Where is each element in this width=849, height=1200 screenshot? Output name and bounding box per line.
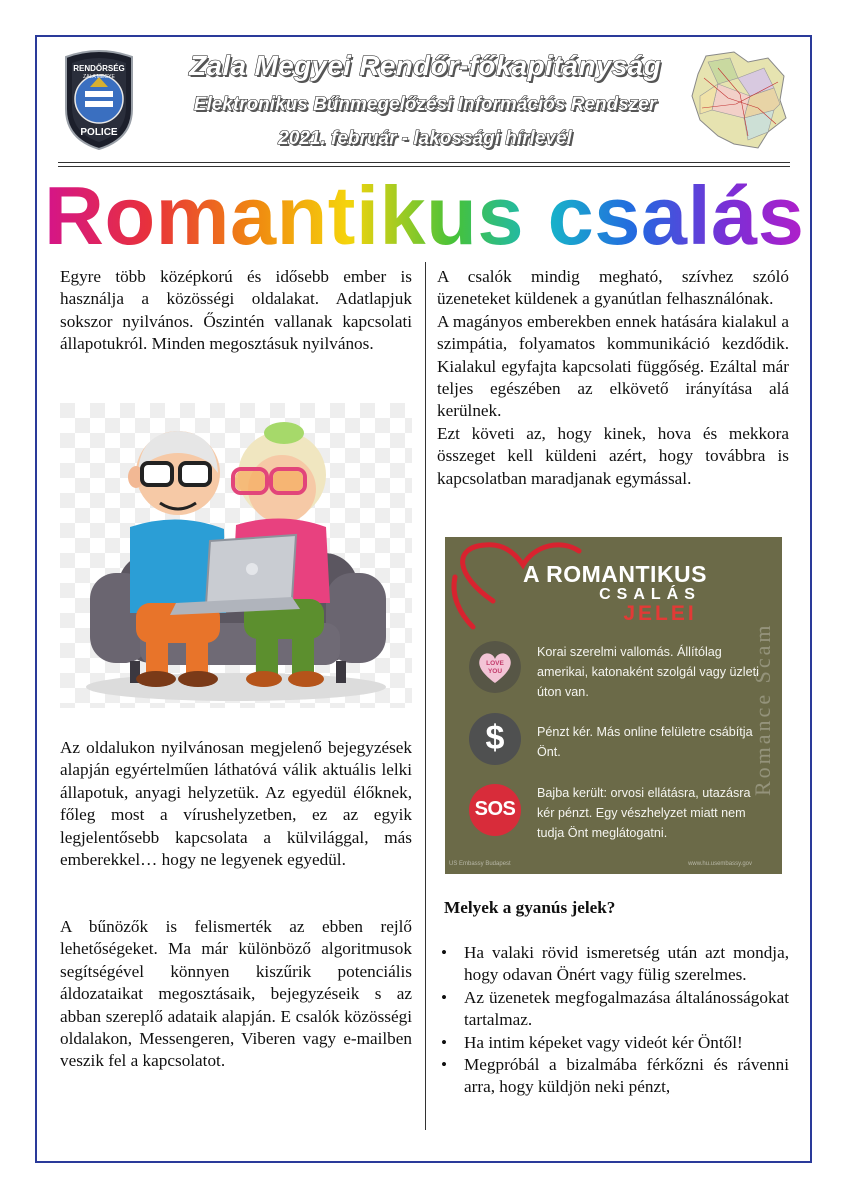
elderly-couple-illustration xyxy=(60,403,412,708)
dollar-icon xyxy=(469,713,521,765)
header-org: Zala Megyei Rendőr-főkapitányság xyxy=(189,50,661,81)
card-sign-1: Korai szerelmi vallomás. Állítólag amerikai, katonaként szolgál vagy üzleti úton van. xyxy=(537,645,759,699)
header-issue: 2021. február - lakossági hírlevél xyxy=(278,128,572,149)
badge-middle-text: ZALA MEGYE xyxy=(83,74,115,80)
left-paragraph-1: Egyre több középkorú és idősebb ember is használja a közösségi oldalakat. Adatlapjuk sokszor nyilvános. Őszintén vallanak kapcsolati állapotukról. Minden megosztásuk nyilvános. xyxy=(60,267,412,354)
police-badge-logo xyxy=(60,47,138,151)
card-title-line2: CSALÁS xyxy=(599,586,701,603)
left-paragraph-2: Az oldalukon nyilvánosan megjelenő bejegyzések alapján egyértelműen láthatóvá válik aktuális lelki állapotuk, anyagi helyzetük. Az egyedül élőknek, főleg most a vírushelyzetben, ez az egyik legjelentősebb kapcsolata a külvilággal, más emberekkel… hogy ne legyenek egyedül. xyxy=(60,738,412,870)
card-footer-left: US Embassy Budapest xyxy=(449,861,511,867)
right-paragraph-2: A magányos emberekben ennek hatására kialakul a szimpátia, folyamatos kommunikáció kezdődik. Kialakul egyfajta kapcsolati függőség. Ezáltal már teljes egészében az elkövető irányítása alá kerülnek. xyxy=(437,311,789,421)
badge-bottom-text: POLICE xyxy=(80,127,118,138)
column-divider xyxy=(425,262,426,1130)
sos-icon-text: SOS xyxy=(474,798,516,820)
badge-top-text: RENDŐRSÉG xyxy=(73,64,125,73)
left-paragraph-3: A bűnözők is felismerték az ebben rejlő lehetőségeket. Ma már különböző algoritmusok segítségével könnyen kiszűrik potenciális áldozataikat megosztásaik, bejegyzéseik s az abban szereplő adataik alapján. E csalók közösségi oldalakon, Messengeren, Viberen vagy e-mailben veszik fel a kapcsolatot. xyxy=(60,917,412,1071)
header-separator-top xyxy=(58,162,790,163)
sos-icon xyxy=(469,784,521,836)
dollar-icon-text: $ xyxy=(485,719,505,757)
love-you-heart-icon xyxy=(469,641,521,693)
card-footer-right: www.hu.usembassy.gov xyxy=(688,861,752,867)
county-map xyxy=(688,48,790,152)
right-paragraph-1: A csalók mindig megható, szívhez szóló üzeneteket küldenek a gyanútlan felhasználónak. xyxy=(437,267,789,309)
svg-text:LOVE: LOVE xyxy=(486,660,504,667)
right-paragraphs xyxy=(437,266,789,490)
header-separator-bottom xyxy=(58,166,790,167)
list-item: • Ha intim képeket vagy videót kér Öntől! xyxy=(437,1032,789,1054)
list-item: • Az üzenetek megfogalmazása általánosságokat tartalmaz. xyxy=(437,987,789,1032)
header-system: Elektronikus Bűnmegelőzési Információs Rendszer xyxy=(193,94,657,115)
card-title-line1: A ROMANTIKUS xyxy=(522,561,708,587)
romance-scam-card xyxy=(445,537,782,874)
card-sign-2: Pénzt kér. Más online felületre csábítja Önt. xyxy=(537,725,753,759)
card-side-text: Romance Scam xyxy=(750,622,775,796)
right-paragraph-3: Ezt követi az, hogy kinek, hova és mekkora összeget kell küldeni azért, hogy továbbra is kapcsolatban maradjanak egymással. xyxy=(437,423,789,488)
question-heading: Melyek a gyanús jelek? xyxy=(444,898,616,917)
card-sign-3: Bajba került: orvosi ellátásra, utazásra kér pénzt. Egy vészhelyzet miatt nem tudja Önt meglátogatni. xyxy=(537,786,751,840)
page-title: Romantikus csalás xyxy=(44,169,805,262)
card-title-line3: JELEI xyxy=(623,602,697,625)
list-item: • Megpróbál a bizalmába férkőzni és rávenni arra, hogy küldjön neki pénzt, xyxy=(437,1054,789,1099)
list-item: • Ha valaki rövid ismeretség után azt mondja, hogy odavan Önért vagy fülig szerelmes. xyxy=(437,942,789,987)
signs-list xyxy=(437,942,789,1099)
svg-text:YOU: YOU xyxy=(487,668,503,675)
